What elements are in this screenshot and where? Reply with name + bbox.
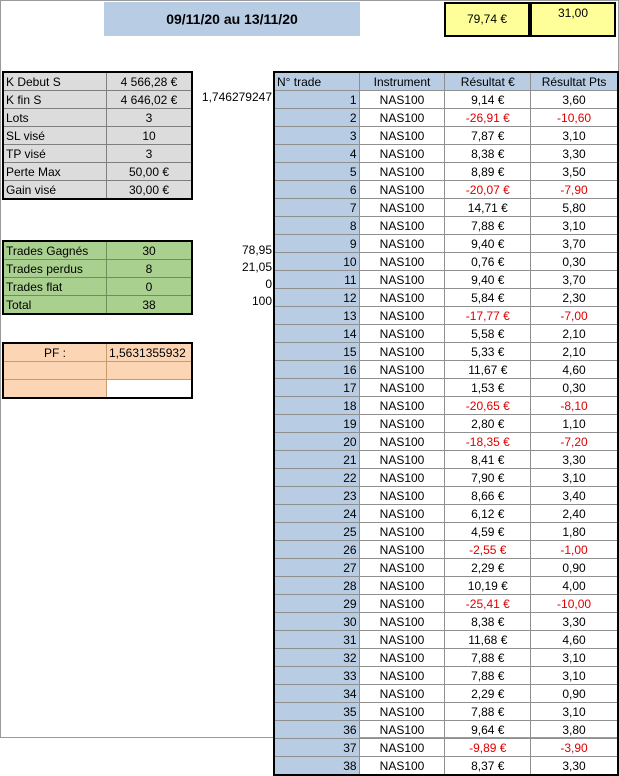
result-eur-cell[interactable]: 7,88 € bbox=[445, 703, 531, 721]
result-eur-cell[interactable]: 8,38 € bbox=[445, 613, 531, 631]
result-eur-cell[interactable]: 7,90 € bbox=[445, 469, 531, 487]
summary-percent-cell[interactable]: 78,95 bbox=[241, 243, 272, 257]
result-pts-cell[interactable]: -10,60 bbox=[531, 109, 618, 127]
trade-row bbox=[274, 487, 618, 505]
result-eur-cell[interactable]: 5,84 € bbox=[445, 289, 531, 307]
summary-label-cell[interactable]: Trades perdus bbox=[3, 260, 107, 278]
trade-number-cell[interactable]: 32 bbox=[274, 649, 359, 667]
trade-row bbox=[274, 127, 618, 145]
stat-label-cell[interactable]: Lots bbox=[3, 109, 107, 127]
summary-percent-cell[interactable]: 100 bbox=[251, 294, 272, 308]
trade-number-cell[interactable]: 23 bbox=[274, 487, 359, 505]
trade-row bbox=[274, 703, 618, 721]
stat-label-cell[interactable]: Perte Max bbox=[3, 163, 107, 181]
result-pts-cell[interactable]: 0,90 bbox=[531, 685, 618, 703]
trades-summary-table bbox=[2, 240, 193, 315]
result-pts-cell[interactable]: 2,30 bbox=[531, 289, 618, 307]
profit-factor-table bbox=[2, 342, 193, 399]
summary-label-cell[interactable]: Trades Gagnés bbox=[3, 241, 107, 260]
instrument-cell[interactable]: NAS100 bbox=[359, 433, 445, 451]
result-eur-cell[interactable]: 2,80 € bbox=[445, 415, 531, 433]
instrument-cell[interactable]: NAS100 bbox=[359, 253, 445, 271]
trade-number-cell[interactable]: 18 bbox=[274, 397, 359, 415]
result-pts-cell[interactable]: 2,10 bbox=[531, 325, 618, 343]
trade-row bbox=[274, 181, 618, 199]
result-pts-cell[interactable]: -7,90 bbox=[531, 181, 618, 199]
result-pts-cell[interactable]: -8,10 bbox=[531, 397, 618, 415]
empty-cell[interactable] bbox=[107, 362, 193, 380]
result-pts-cell[interactable]: 0,30 bbox=[531, 253, 618, 271]
pf-empty-row bbox=[3, 380, 192, 399]
result-pts-cell[interactable]: -3,90 bbox=[531, 739, 618, 757]
instrument-cell[interactable]: NAS100 bbox=[359, 307, 445, 325]
instrument-cell[interactable]: NAS100 bbox=[359, 631, 445, 649]
summary-value-cell[interactable]: 8 bbox=[107, 260, 193, 278]
trade-row bbox=[274, 577, 618, 595]
instrument-cell[interactable]: NAS100 bbox=[359, 217, 445, 235]
trade-row bbox=[274, 343, 618, 361]
instrument-cell[interactable]: NAS100 bbox=[359, 271, 445, 289]
trade-row bbox=[274, 253, 618, 271]
trade-number-cell[interactable]: 24 bbox=[274, 505, 359, 523]
result-eur-cell[interactable]: 0,76 € bbox=[445, 253, 531, 271]
stats-row bbox=[3, 109, 192, 127]
total-pts-cell[interactable]: 31,00 bbox=[530, 2, 616, 37]
result-eur-cell[interactable]: 8,38 € bbox=[445, 145, 531, 163]
stat-value-cell[interactable]: 3 bbox=[107, 145, 193, 163]
trade-number-cell[interactable]: 16 bbox=[274, 361, 359, 379]
result-eur-cell[interactable]: 2,29 € bbox=[445, 559, 531, 577]
result-eur-cell[interactable]: -17,77 € bbox=[445, 307, 531, 325]
result-pts-cell[interactable]: 3,30 bbox=[531, 613, 618, 631]
result-pts-cell[interactable]: -10,00 bbox=[531, 595, 618, 613]
trade-number-cell[interactable]: 36 bbox=[274, 721, 359, 739]
instrument-cell[interactable]: NAS100 bbox=[359, 613, 445, 631]
summary-value-cell[interactable]: 38 bbox=[107, 296, 193, 315]
trade-row bbox=[274, 91, 618, 109]
stat-value-cell[interactable]: 4 646,02 € bbox=[107, 91, 193, 109]
result-eur-cell[interactable]: 9,64 € bbox=[445, 721, 531, 739]
trade-row bbox=[274, 325, 618, 343]
result-pts-cell[interactable]: 1,80 bbox=[531, 523, 618, 541]
trade-row bbox=[274, 721, 618, 739]
trade-row bbox=[274, 289, 618, 307]
instrument-cell[interactable]: NAS100 bbox=[359, 505, 445, 523]
result-pts-cell[interactable]: 3,10 bbox=[531, 127, 618, 145]
trade-row bbox=[274, 631, 618, 649]
trade-row bbox=[274, 199, 618, 217]
stat-label-cell[interactable]: SL visé bbox=[3, 127, 107, 145]
instrument-cell[interactable]: NAS100 bbox=[359, 541, 445, 559]
trade-number-cell[interactable]: 20 bbox=[274, 433, 359, 451]
result-pts-cell[interactable]: 3,80 bbox=[531, 721, 618, 739]
trade-number-cell[interactable]: 21 bbox=[274, 451, 359, 469]
trade-row bbox=[274, 469, 618, 487]
trade-number-cell[interactable]: 19 bbox=[274, 415, 359, 433]
trade-number-cell[interactable]: 14 bbox=[274, 325, 359, 343]
result-eur-cell[interactable]: 7,88 € bbox=[445, 667, 531, 685]
instrument-cell[interactable]: NAS100 bbox=[359, 181, 445, 199]
ratio-cell[interactable]: 1,746279247 bbox=[201, 90, 272, 104]
result-pts-cell[interactable]: 4,60 bbox=[531, 631, 618, 649]
stat-value-cell[interactable]: 10 bbox=[107, 127, 193, 145]
col-header-trade-number[interactable]: N° trade bbox=[274, 72, 359, 91]
stats-row bbox=[3, 127, 192, 145]
stat-label-cell[interactable]: K Debut S bbox=[3, 72, 107, 91]
result-eur-cell[interactable]: 5,33 € bbox=[445, 343, 531, 361]
summary-value-cell[interactable]: 30 bbox=[107, 241, 193, 260]
result-eur-cell[interactable]: 6,12 € bbox=[445, 505, 531, 523]
result-eur-cell[interactable]: 7,88 € bbox=[445, 649, 531, 667]
pf-value-cell[interactable]: 1,5631355932 bbox=[107, 343, 193, 362]
stat-value-cell[interactable]: 4 566,28 € bbox=[107, 72, 193, 91]
result-eur-cell[interactable]: 8,37 € bbox=[445, 757, 531, 776]
result-eur-cell[interactable]: 7,87 € bbox=[445, 127, 531, 145]
trade-row bbox=[274, 541, 618, 559]
instrument-cell[interactable]: NAS100 bbox=[359, 415, 445, 433]
stats-row bbox=[3, 145, 192, 163]
result-eur-cell[interactable]: 8,41 € bbox=[445, 451, 531, 469]
trade-row bbox=[274, 451, 618, 469]
trade-number-cell[interactable]: 27 bbox=[274, 559, 359, 577]
result-pts-cell[interactable]: 3,10 bbox=[531, 667, 618, 685]
result-pts-cell[interactable]: 3,70 bbox=[531, 271, 618, 289]
summary-label-cell[interactable]: Trades flat bbox=[3, 278, 107, 296]
trade-number-cell[interactable]: 1 bbox=[274, 91, 359, 109]
result-pts-cell[interactable]: -1,00 bbox=[531, 541, 618, 559]
trade-row bbox=[274, 613, 618, 631]
trade-row bbox=[274, 415, 618, 433]
instrument-cell[interactable]: NAS100 bbox=[359, 145, 445, 163]
result-eur-cell[interactable]: 5,58 € bbox=[445, 325, 531, 343]
trade-number-cell[interactable]: 7 bbox=[274, 199, 359, 217]
stats-row bbox=[3, 72, 192, 91]
result-pts-cell[interactable]: 3,10 bbox=[531, 217, 618, 235]
instrument-cell[interactable]: NAS100 bbox=[359, 163, 445, 181]
instrument-cell[interactable]: NAS100 bbox=[359, 523, 445, 541]
summary-percent-cell[interactable]: 0 bbox=[265, 277, 272, 291]
instrument-cell[interactable]: NAS100 bbox=[359, 127, 445, 145]
summary-label-cell[interactable]: Total bbox=[3, 296, 107, 315]
stat-value-cell[interactable]: 50,00 € bbox=[107, 163, 193, 181]
instrument-cell[interactable]: NAS100 bbox=[359, 559, 445, 577]
stat-label-cell[interactable]: TP visé bbox=[3, 145, 107, 163]
result-eur-cell[interactable]: -20,07 € bbox=[445, 181, 531, 199]
stat-label-cell[interactable]: K fin S bbox=[3, 91, 107, 109]
trade-number-cell[interactable]: 33 bbox=[274, 667, 359, 685]
stat-value-cell[interactable]: 30,00 € bbox=[107, 181, 193, 200]
total-eur-cell[interactable]: 79,74 € bbox=[444, 2, 530, 37]
trade-number-cell[interactable]: 2 bbox=[274, 109, 359, 127]
instrument-cell[interactable]: NAS100 bbox=[359, 667, 445, 685]
result-pts-cell[interactable]: 3,40 bbox=[531, 487, 618, 505]
trade-row bbox=[274, 505, 618, 523]
result-pts-cell[interactable]: 3,70 bbox=[531, 235, 618, 253]
result-pts-cell[interactable]: 3,30 bbox=[531, 757, 618, 776]
result-eur-cell[interactable]: -20,65 € bbox=[445, 397, 531, 415]
instrument-cell[interactable]: NAS100 bbox=[359, 379, 445, 397]
result-pts-cell[interactable]: 5,80 bbox=[531, 199, 618, 217]
result-eur-cell[interactable]: 7,88 € bbox=[445, 217, 531, 235]
instrument-cell[interactable]: NAS100 bbox=[359, 397, 445, 415]
result-eur-cell[interactable]: 8,66 € bbox=[445, 487, 531, 505]
trade-row bbox=[274, 397, 618, 415]
result-pts-cell[interactable]: 1,10 bbox=[531, 415, 618, 433]
trade-row bbox=[274, 667, 618, 685]
result-pts-cell[interactable]: 3,50 bbox=[531, 163, 618, 181]
instrument-cell[interactable]: NAS100 bbox=[359, 325, 445, 343]
period-title-cell[interactable]: 09/11/20 au 13/11/20 bbox=[104, 2, 360, 36]
trade-row bbox=[274, 145, 618, 163]
trade-number-cell[interactable]: 12 bbox=[274, 289, 359, 307]
trade-number-cell[interactable]: 10 bbox=[274, 253, 359, 271]
col-header-result-eur[interactable]: Résultat € bbox=[445, 72, 531, 91]
result-pts-cell[interactable]: 0,90 bbox=[531, 559, 618, 577]
summary-row bbox=[3, 241, 192, 260]
instrument-cell[interactable]: NAS100 bbox=[359, 757, 445, 776]
result-pts-cell[interactable]: 3,60 bbox=[531, 91, 618, 109]
instrument-cell[interactable]: NAS100 bbox=[359, 199, 445, 217]
trade-row bbox=[274, 163, 618, 181]
trade-number-cell[interactable]: 34 bbox=[274, 685, 359, 703]
result-eur-cell[interactable]: 11,68 € bbox=[445, 631, 531, 649]
trade-number-cell[interactable]: 31 bbox=[274, 631, 359, 649]
trades-table bbox=[273, 71, 619, 776]
instrument-cell[interactable]: NAS100 bbox=[359, 451, 445, 469]
result-pts-cell[interactable]: 3,10 bbox=[531, 703, 618, 721]
summary-row bbox=[3, 278, 192, 296]
instrument-cell[interactable]: NAS100 bbox=[359, 649, 445, 667]
result-eur-cell[interactable]: 2,29 € bbox=[445, 685, 531, 703]
trade-row bbox=[274, 685, 618, 703]
instrument-cell[interactable]: NAS100 bbox=[359, 469, 445, 487]
trade-number-cell[interactable]: 30 bbox=[274, 613, 359, 631]
result-eur-cell[interactable]: 1,53 € bbox=[445, 379, 531, 397]
empty-cell[interactable] bbox=[3, 362, 107, 380]
result-eur-cell[interactable]: 9,40 € bbox=[445, 235, 531, 253]
trade-row bbox=[274, 379, 618, 397]
instrument-cell[interactable]: NAS100 bbox=[359, 235, 445, 253]
trade-number-cell[interactable]: 38 bbox=[274, 757, 359, 776]
instrument-cell[interactable]: NAS100 bbox=[359, 289, 445, 307]
summary-value-cell[interactable]: 0 bbox=[107, 278, 193, 296]
result-eur-cell[interactable]: 14,71 € bbox=[445, 199, 531, 217]
stats-row bbox=[3, 181, 192, 200]
result-eur-cell[interactable]: 9,14 € bbox=[445, 91, 531, 109]
col-header-instrument[interactable]: Instrument bbox=[359, 72, 445, 91]
result-pts-cell[interactable]: 3,10 bbox=[531, 649, 618, 667]
trade-number-cell[interactable]: 6 bbox=[274, 181, 359, 199]
result-pts-cell[interactable]: 3,30 bbox=[531, 145, 618, 163]
trade-row bbox=[274, 235, 618, 253]
trade-row bbox=[274, 649, 618, 667]
trade-row bbox=[274, 433, 618, 451]
instrument-cell[interactable]: NAS100 bbox=[359, 721, 445, 739]
result-eur-cell[interactable]: -9,89 € bbox=[445, 739, 531, 757]
result-pts-cell[interactable]: -7,00 bbox=[531, 307, 618, 325]
trade-number-cell[interactable]: 4 bbox=[274, 145, 359, 163]
summary-row bbox=[3, 296, 192, 315]
result-eur-cell[interactable]: -18,35 € bbox=[445, 433, 531, 451]
trade-number-cell[interactable]: 26 bbox=[274, 541, 359, 559]
trades-header-row bbox=[274, 72, 618, 91]
trade-number-cell[interactable]: 11 bbox=[274, 271, 359, 289]
result-eur-cell[interactable]: 4,59 € bbox=[445, 523, 531, 541]
result-pts-cell[interactable]: 2,10 bbox=[531, 343, 618, 361]
trade-number-cell[interactable]: 3 bbox=[274, 127, 359, 145]
instrument-cell[interactable]: NAS100 bbox=[359, 91, 445, 109]
result-eur-cell[interactable]: 8,89 € bbox=[445, 163, 531, 181]
trade-row bbox=[274, 307, 618, 325]
empty-cell[interactable] bbox=[107, 380, 193, 399]
trade-row bbox=[274, 271, 618, 289]
instrument-cell[interactable]: NAS100 bbox=[359, 109, 445, 127]
result-pts-cell[interactable]: -7,20 bbox=[531, 433, 618, 451]
trade-number-cell[interactable]: 5 bbox=[274, 163, 359, 181]
trade-number-cell[interactable]: 13 bbox=[274, 307, 359, 325]
pf-empty-row bbox=[3, 362, 192, 380]
result-eur-cell[interactable]: -26,91 € bbox=[445, 109, 531, 127]
instrument-cell[interactable]: NAS100 bbox=[359, 487, 445, 505]
trade-number-cell[interactable]: 37 bbox=[274, 739, 359, 757]
trade-number-cell[interactable]: 25 bbox=[274, 523, 359, 541]
trade-row bbox=[274, 361, 618, 379]
trade-row bbox=[274, 757, 618, 776]
instrument-cell[interactable]: NAS100 bbox=[359, 703, 445, 721]
trade-number-cell[interactable]: 15 bbox=[274, 343, 359, 361]
stats-row bbox=[3, 163, 192, 181]
summary-row bbox=[3, 260, 192, 278]
trade-number-cell[interactable]: 28 bbox=[274, 577, 359, 595]
trade-number-cell[interactable]: 9 bbox=[274, 235, 359, 253]
instrument-cell[interactable]: NAS100 bbox=[359, 739, 445, 757]
instrument-cell[interactable]: NAS100 bbox=[359, 361, 445, 379]
summary-percent-cell[interactable]: 21,05 bbox=[241, 260, 272, 274]
trade-row bbox=[274, 739, 618, 757]
result-pts-cell[interactable]: 4,60 bbox=[531, 361, 618, 379]
result-eur-cell[interactable]: 11,67 € bbox=[445, 361, 531, 379]
instrument-cell[interactable]: NAS100 bbox=[359, 685, 445, 703]
trade-row bbox=[274, 217, 618, 235]
pf-label-cell[interactable]: PF : bbox=[3, 343, 107, 362]
trade-number-cell[interactable]: 22 bbox=[274, 469, 359, 487]
result-eur-cell[interactable]: 9,40 € bbox=[445, 271, 531, 289]
instrument-cell[interactable]: NAS100 bbox=[359, 595, 445, 613]
trade-number-cell[interactable]: 17 bbox=[274, 379, 359, 397]
result-pts-cell[interactable]: 0,30 bbox=[531, 379, 618, 397]
result-pts-cell[interactable]: 4,00 bbox=[531, 577, 618, 595]
trade-number-cell[interactable]: 29 bbox=[274, 595, 359, 613]
result-pts-cell[interactable]: 3,30 bbox=[531, 451, 618, 469]
trade-number-cell[interactable]: 8 bbox=[274, 217, 359, 235]
capital-stats-table bbox=[2, 71, 193, 200]
result-eur-cell[interactable]: -2,55 € bbox=[445, 541, 531, 559]
empty-cell[interactable] bbox=[3, 380, 107, 399]
pf-row bbox=[3, 343, 192, 362]
trade-row bbox=[274, 559, 618, 577]
trade-row bbox=[274, 109, 618, 127]
stat-value-cell[interactable]: 3 bbox=[107, 109, 193, 127]
trade-row bbox=[274, 595, 618, 613]
result-pts-cell[interactable]: 2,40 bbox=[531, 505, 618, 523]
instrument-cell[interactable]: NAS100 bbox=[359, 577, 445, 595]
instrument-cell[interactable]: NAS100 bbox=[359, 343, 445, 361]
result-pts-cell[interactable]: 3,10 bbox=[531, 469, 618, 487]
stats-row bbox=[3, 91, 192, 109]
stat-label-cell[interactable]: Gain visé bbox=[3, 181, 107, 200]
result-eur-cell[interactable]: 10,19 € bbox=[445, 577, 531, 595]
trade-number-cell[interactable]: 35 bbox=[274, 703, 359, 721]
col-header-result-pts[interactable]: Résultat Pts bbox=[531, 72, 618, 91]
result-eur-cell[interactable]: -25,41 € bbox=[445, 595, 531, 613]
trade-row bbox=[274, 523, 618, 541]
